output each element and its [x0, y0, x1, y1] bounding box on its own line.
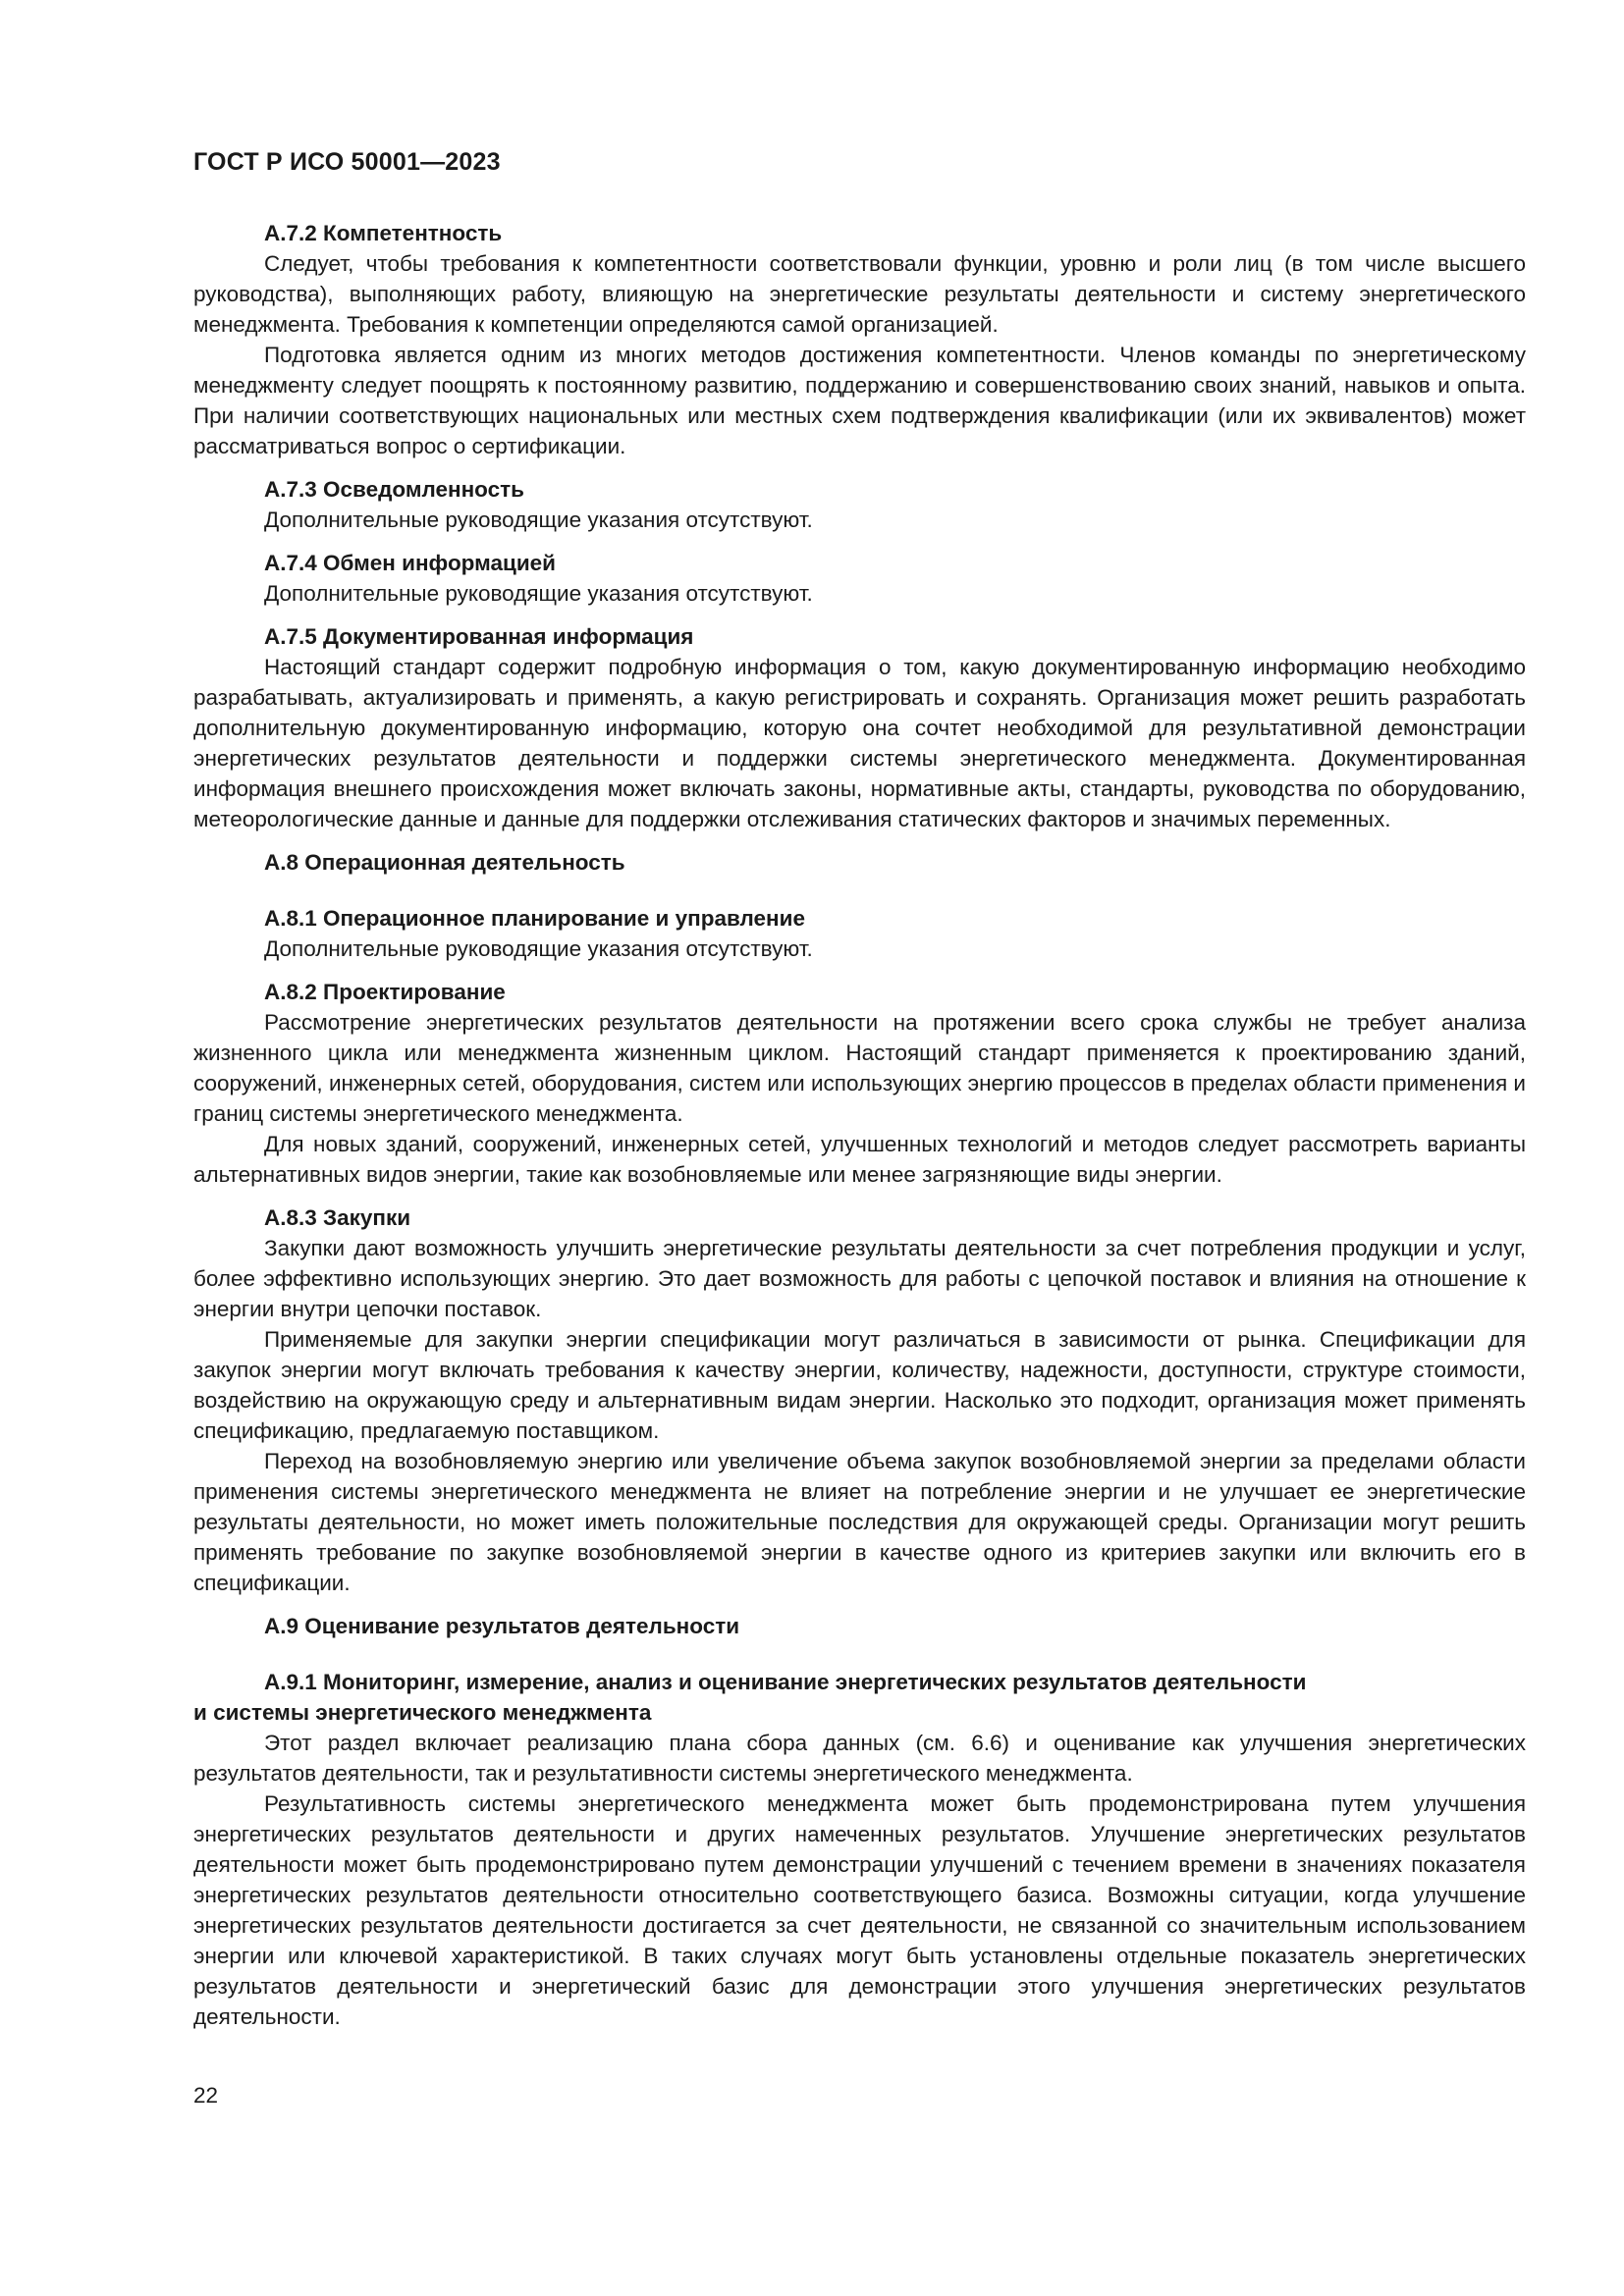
section-a9 — [193, 1611, 1526, 1641]
chapter-title: А.8 Операционная деятельность — [264, 850, 625, 875]
paragraph: Переход на возобновляемую энергию или увеличение объема закупок возобновляемой энергии за пределами области применения системы энергетического менеджмента не влияет на потребление энергии и не улучшает ее энергетические результаты деятельности, но может иметь положительные последствия для окружающей среды. Организации могут решить применять требование по закупке возобновляемой энергии в качестве одного из критериев закупки или включить его в спецификации. — [193, 1449, 1526, 1595]
section-a91 — [193, 1667, 1526, 2032]
section-title: А.8.2 Проектирование — [264, 980, 506, 1004]
section-title: А.8.1 Операционное планирование и управление — [264, 906, 805, 931]
section-a75 — [193, 621, 1526, 834]
document-code-header: ГОСТ Р ИСО 50001—2023 — [193, 148, 501, 176]
paragraph: Для новых зданий, сооружений, инженерных сетей, улучшенных технологий и методов следует рассмотреть варианты альтернативных видов энергии, такие как возобновляемые или менее загрязняющие виды энергии. — [193, 1132, 1526, 1187]
document-page — [193, 147, 1526, 2032]
paragraph: Подготовка является одним из многих методов достижения компетентности. Членов команды по энергетическому менеджменту следует поощрять к постоянному развитию, поддержанию и совершенствованию своих знаний, навыков и опыта. При наличии соответствующих национальных или местных схем подтверждения квалификации (или их эквивалентов) может рассматриваться вопрос о сертификации. — [193, 343, 1526, 458]
section-title: А.7.5 Документированная информация — [264, 624, 694, 649]
paragraph: Дополнительные руководящие указания отсутствуют. — [264, 507, 813, 532]
paragraph: Дополнительные руководящие указания отсутствуют. — [264, 936, 813, 961]
section-a8 — [193, 847, 1526, 878]
section-title: А.7.4 Обмен информацией — [264, 551, 557, 575]
section-title-line1: А.9.1 Мониторинг, измерение, анализ и оценивание энергетических результатов деятельности — [264, 1670, 1307, 1694]
section-a74 — [193, 548, 1526, 609]
paragraph: Результативность системы энергетического менеджмента может быть продемонстрирована путем улучшения энергетических результатов деятельности и других намеченных результатов. Улучшение энергетических результатов деятельности может быть продемонстрировано путем демонстрации улучшений с течением времени в значениях показателя энергетических результатов деятельности относительно соответствующего базиса. Возможны ситуации, когда улучшение энергетических результатов деятельности достигается за счет деятельности, не связанной со значительным использованием энергии или ключевой характеристикой. В таких случаях могут быть установлены отдельные показатель энергетических результатов деятельности и энергетический базис для демонстрации этого улучшения энергетических результатов деятельности. — [193, 1791, 1526, 2029]
section-a82 — [193, 977, 1526, 1190]
page-number: 22 — [193, 2083, 219, 2108]
paragraph: Закупки дают возможность улучшить энергетические результаты деятельности за счет потребления продукции и услуг, более эффективно использующих энергию. Это дает возможность для работы с цепочкой поставок и влияния на отношение к энергии внутри цепочки поставок. — [193, 1236, 1526, 1321]
section-title: А.7.3 Осведомленность — [264, 477, 524, 502]
paragraph: Дополнительные руководящие указания отсутствуют. — [264, 581, 813, 606]
section-title: А.8.3 Закупки — [264, 1205, 411, 1230]
paragraph: Рассмотрение энергетических результатов деятельности на протяжении всего срока службы не требует анализа жизненного цикла или менеджмента жизненным циклом. Настоящий стандарт применяется к проектированию зданий, сооружений, инженерных сетей, оборудования, систем или использующих энергию процессов в пределах области применения и границ системы энергетического менеджмента. — [193, 1010, 1526, 1126]
chapter-title: А.9 Оценивание результатов деятельности — [264, 1614, 740, 1638]
section-a83 — [193, 1202, 1526, 1598]
paragraph: Настоящий стандарт содержит подробную информация о том, какую документированную информацию необходимо разрабатывать, актуализировать и применять, а какую регистрировать и сохранять. Организация может решить разработать дополнительную документированную информацию, которую она сочтет необходимой для результативной демонстрации энергетических результатов деятельности и поддержки системы энергетического менеджмента. Документированная информация внешнего происхождения может включать законы, нормативные акты, стандарты, руководства по оборудованию, метеорологические данные и данные для поддержки отслеживания статических факторов и значимых переменных. — [193, 655, 1526, 831]
paragraph: Этот раздел включает реализацию плана сбора данных (см. 6.6) и оценивание как улучшения энергетических результатов деятельности, так и результативности системы энергетического менеджмента. — [193, 1731, 1526, 1786]
paragraph: Следует, чтобы требования к компетентности соответствовали функции, уровню и роли лиц (в том числе высшего руководства), выполняющих работу, влияющую на энергетические результаты деятельности и систему энергетического менеджмента. Требования к компетенции определяются самой организацией. — [193, 251, 1526, 337]
section-title-line2: и системы энергетического менеджмента — [193, 1700, 652, 1725]
section-title: А.7.2 Компетентность — [264, 221, 503, 245]
section-a81 — [193, 903, 1526, 964]
section-a73 — [193, 474, 1526, 535]
section-a72 — [193, 218, 1526, 461]
paragraph: Применяемые для закупки энергии спецификации могут различаться в зависимости от рынка. Спецификации для закупок энергии могут включать требования к качеству энергии, количеству, надежности, доступности, структуре стоимости, воздействию на окружающую среду и альтернативным видам энергии. Насколько это подходит, организация может применять спецификацию, предлагаемую поставщиком. — [193, 1327, 1526, 1443]
